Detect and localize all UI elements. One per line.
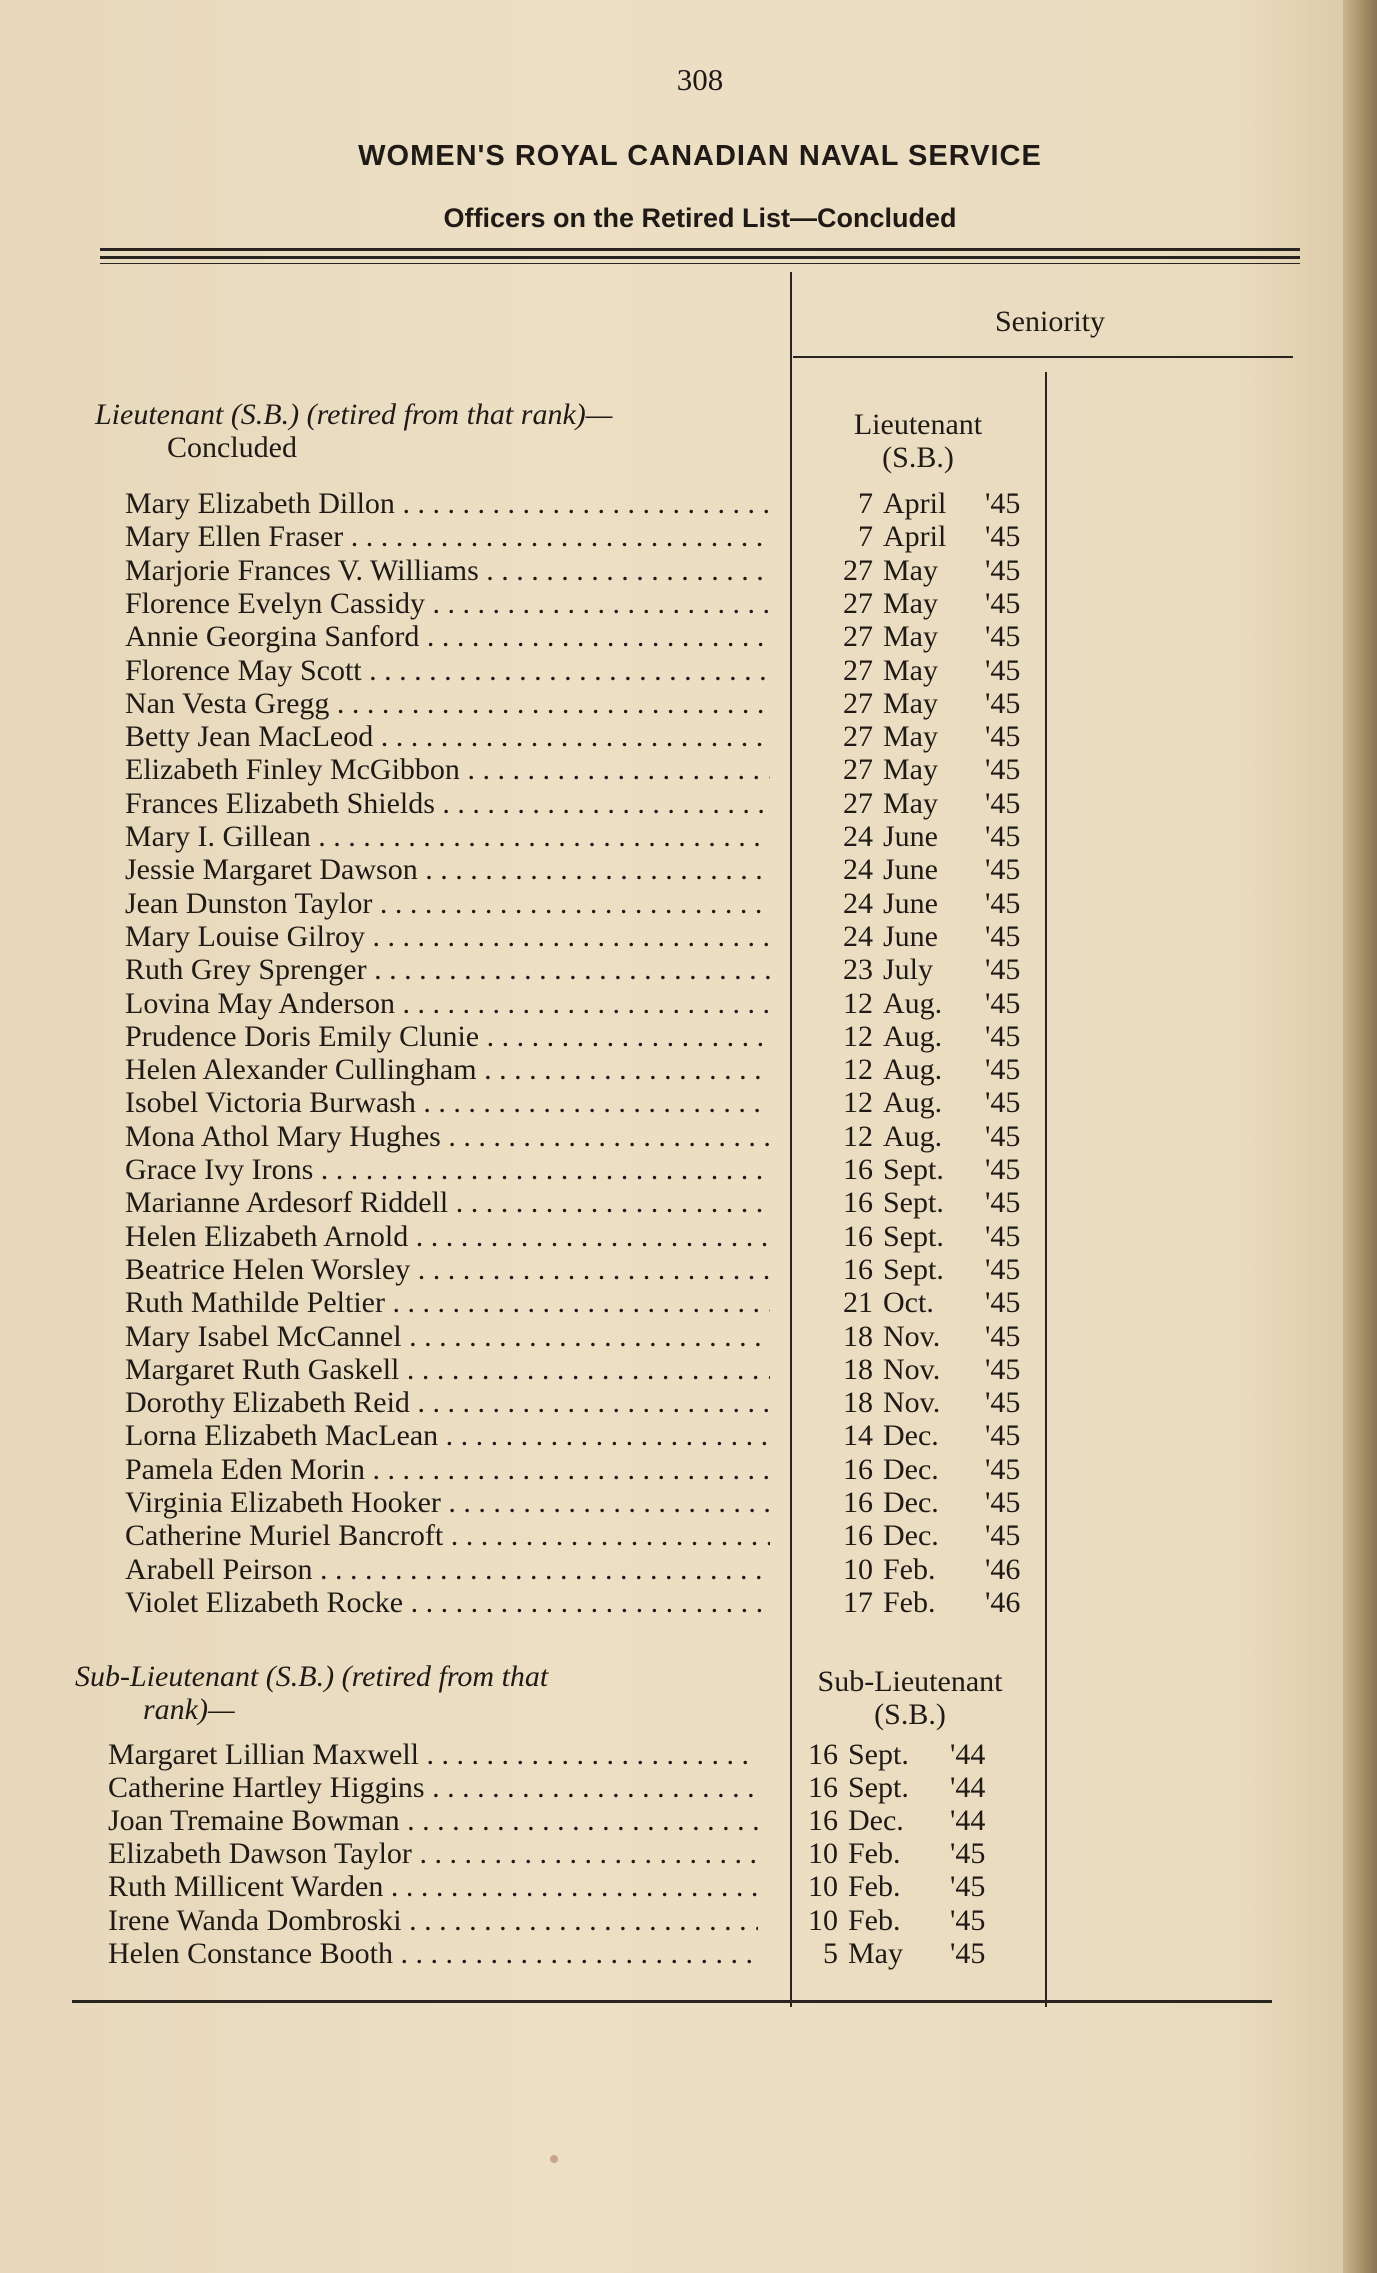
seniority-day: 18 <box>843 1352 873 1386</box>
seniority-year: '45 <box>985 1386 1021 1420</box>
seniority-month: Feb. <box>883 1552 936 1586</box>
seniority-year: '45 <box>985 1519 1021 1553</box>
seniority-year: '45 <box>985 886 1021 920</box>
page-title: WOMEN'S ROYAL CANADIAN NAVAL SERVICE <box>358 140 1042 172</box>
seniority-year: '45 <box>985 853 1021 887</box>
seniority-month: Dec. <box>883 1419 939 1453</box>
officer-name: Prudence Doris Emily Clunie . . . <box>125 1020 770 1053</box>
list-item <box>108 1904 998 1937</box>
seniority-year: '45 <box>985 1452 1021 1486</box>
seniority-month: Nov. <box>883 1386 941 1420</box>
list-item <box>125 487 1033 520</box>
seniority-day: 12 <box>843 1086 873 1120</box>
seniority-month: Dec. <box>848 1804 904 1838</box>
footer-rule <box>72 2000 1272 2003</box>
seniority-month: Sept. <box>883 1153 944 1186</box>
section-label-sub-lieutenant <box>75 1660 765 1726</box>
seniority-month: April <box>883 487 947 520</box>
seniority-year: '44 <box>950 1738 986 1771</box>
header-rule <box>100 256 1300 259</box>
list-item <box>125 554 1033 587</box>
officer-name: Nan Vesta Gregg . . . <box>125 687 770 720</box>
seniority-year: '45 <box>985 820 1021 853</box>
list-item <box>125 920 1033 953</box>
officer-name: Helen Alexander Cullingham . . . <box>125 1053 770 1086</box>
officer-name: Elizabeth Finley McGibbon . . . <box>125 753 770 786</box>
officer-name: Lorna Elizabeth MacLean . . . <box>125 1419 770 1452</box>
seniority-month: Dec. <box>883 1486 939 1519</box>
seniority-year: '46 <box>985 1585 1021 1619</box>
list-item <box>125 1153 1033 1186</box>
seniority-month: Sept. <box>848 1771 909 1805</box>
seniority-year: '45 <box>985 1019 1021 1053</box>
seniority-month: June <box>883 919 938 953</box>
officer-name: Mary Ellen Fraser . . . <box>125 520 770 553</box>
seniority-header-rule <box>793 356 1293 358</box>
list-item <box>125 1020 1033 1053</box>
list-item <box>125 1386 1033 1419</box>
seniority-day: 16 <box>808 1771 838 1805</box>
seniority-month: Oct. <box>883 1286 934 1320</box>
seniority-day: 27 <box>843 753 873 787</box>
seniority-year: '45 <box>985 919 1021 953</box>
seniority-year: '45 <box>985 720 1021 754</box>
officer-name: Mary Elizabeth Dillon . . . <box>125 487 770 520</box>
seniority-month: Aug. <box>883 1019 943 1053</box>
seniority-day: 16 <box>808 1804 838 1838</box>
seniority-year: '45 <box>985 1053 1021 1087</box>
seniority-day: 27 <box>843 720 873 754</box>
list-item <box>108 1937 998 1970</box>
seniority-year: '45 <box>950 1870 986 1904</box>
officer-name: Florence Evelyn Cassidy . . . <box>125 587 770 620</box>
officer-name: Mary Louise Gilroy . . . <box>125 920 770 953</box>
seniority-month: May <box>883 720 938 754</box>
officer-name: Frances Elizabeth Shields . . . <box>125 787 770 820</box>
seniority-year: '45 <box>985 686 1021 720</box>
seniority-day: 10 <box>808 1870 838 1904</box>
officer-name: Ruth Millicent Warden . . . <box>108 1870 758 1903</box>
seniority-month: Aug. <box>883 986 943 1020</box>
seniority-month: Feb. <box>848 1837 901 1871</box>
seniority-day: 17 <box>843 1585 873 1619</box>
list-item <box>125 1286 1033 1319</box>
seniority-day: 27 <box>843 786 873 820</box>
seniority-day: 16 <box>843 1452 873 1486</box>
officer-name: Annie Georgina Sanford . . . <box>125 620 770 653</box>
rank-heading-line: Lieutenant <box>853 408 983 441</box>
list-item <box>125 853 1033 886</box>
seniority-year: '45 <box>985 1486 1021 1519</box>
seniority-year: '45 <box>985 520 1021 554</box>
seniority-year: '45 <box>950 1903 986 1937</box>
officer-name: Isobel Victoria Burwash . . . <box>125 1086 770 1119</box>
seniority-day: 10 <box>808 1903 838 1937</box>
seniority-month: May <box>883 786 938 820</box>
seniority-month: April <box>883 520 947 554</box>
seniority-month: Aug. <box>883 1086 943 1120</box>
seniority-year: '45 <box>985 1119 1021 1153</box>
officer-name: Helen Constance Booth . . . <box>108 1937 758 1970</box>
section-label-italic: Lieutenant (S.B.) (retired from that rank)— <box>95 398 613 431</box>
seniority-day: 27 <box>843 586 873 620</box>
seniority-year: '45 <box>985 786 1021 820</box>
list-item <box>125 953 1033 986</box>
seniority-month: Feb. <box>848 1870 901 1904</box>
officer-name: Arabell Peirson . . . <box>125 1553 770 1586</box>
seniority-day: 12 <box>843 986 873 1020</box>
seniority-month: June <box>883 886 938 920</box>
list-item <box>125 787 1033 820</box>
section-label-italic: rank)— <box>143 1693 235 1726</box>
seniority-month: Dec. <box>883 1519 939 1553</box>
list-item <box>108 1771 998 1804</box>
seniority-day: 24 <box>843 820 873 853</box>
seniority-day: 27 <box>843 686 873 720</box>
list-item <box>108 1870 998 1903</box>
seniority-day: 18 <box>843 1319 873 1353</box>
list-item <box>125 820 1033 853</box>
seniority-year: '45 <box>985 1153 1021 1186</box>
officer-name: Helen Elizabeth Arnold . . . <box>125 1220 770 1253</box>
officer-name: Joan Tremaine Bowman . . . <box>108 1804 758 1837</box>
seniority-month: June <box>883 820 938 853</box>
seniority-day: 14 <box>843 1419 873 1453</box>
list-item <box>125 887 1033 920</box>
seniority-year: '45 <box>985 1319 1021 1353</box>
list-item <box>108 1738 998 1771</box>
seniority-month: Sept. <box>883 1252 944 1286</box>
seniority-month: Sept. <box>883 1219 944 1253</box>
seniority-year: '45 <box>985 553 1021 587</box>
seniority-column-header: Seniority <box>995 305 1105 338</box>
seniority-day: 12 <box>843 1019 873 1053</box>
seniority-month: May <box>883 653 938 687</box>
seniority-year: '45 <box>985 1219 1021 1253</box>
seniority-day: 27 <box>843 553 873 587</box>
seniority-day: 16 <box>843 1153 873 1186</box>
header-rule <box>100 248 1300 251</box>
rank-heading-sub-lieutenant <box>775 1665 1045 1731</box>
seniority-month: Nov. <box>883 1319 941 1353</box>
officer-name: Marjorie Frances V. Williams . . . <box>125 554 770 587</box>
list-item <box>125 687 1033 720</box>
officer-name: Catherine Muriel Bancroft . . . <box>125 1519 770 1552</box>
seniority-day: 16 <box>808 1738 838 1771</box>
seniority-month: May <box>848 1936 903 1970</box>
list-item <box>125 1519 1033 1552</box>
seniority-month: May <box>883 553 938 587</box>
seniority-day: 16 <box>843 1219 873 1253</box>
page-subtitle: Officers on the Retired List—Concluded <box>443 203 957 233</box>
seniority-year: '45 <box>985 1352 1021 1386</box>
officer-name: Beatrice Helen Worsley . . . <box>125 1253 770 1286</box>
seniority-day: 18 <box>843 1386 873 1420</box>
rank-heading-line: (S.B.) <box>874 1698 946 1731</box>
seniority-year: '45 <box>950 1936 986 1970</box>
seniority-day: 24 <box>843 886 873 920</box>
section-label-italic: Sub-Lieutenant (S.B.) (retired from that <box>75 1660 549 1693</box>
seniority-day: 23 <box>843 953 873 987</box>
list-item <box>108 1804 998 1837</box>
officer-name: Lovina May Anderson . . . <box>125 987 770 1020</box>
seniority-month: Aug. <box>883 1119 943 1153</box>
seniority-year: '45 <box>985 1086 1021 1120</box>
seniority-month: Dec. <box>883 1452 939 1486</box>
column-divider <box>1045 372 1047 2007</box>
paper-smudge <box>550 2155 558 2163</box>
list-item <box>125 1086 1033 1119</box>
seniority-month: Nov. <box>883 1352 941 1386</box>
seniority-day: 16 <box>843 1486 873 1519</box>
seniority-year: '45 <box>985 986 1021 1020</box>
list-item <box>125 1553 1033 1586</box>
seniority-month: Aug. <box>883 1053 943 1087</box>
seniority-year: '45 <box>985 620 1021 654</box>
seniority-year: '45 <box>950 1837 986 1871</box>
list-item <box>125 1220 1033 1253</box>
officer-name: Catherine Hartley Higgins . . . <box>108 1771 758 1804</box>
list-item <box>125 587 1033 620</box>
seniority-year: '44 <box>950 1804 986 1838</box>
seniority-day: 27 <box>843 653 873 687</box>
list-item <box>125 720 1033 753</box>
list-item <box>125 1486 1033 1519</box>
seniority-year: '45 <box>985 953 1021 987</box>
officer-name: Ruth Grey Sprenger . . . <box>125 953 770 986</box>
seniority-month: July <box>883 953 934 987</box>
list-item <box>125 987 1033 1020</box>
officer-name: Marianne Ardesorf Riddell . . . <box>125 1186 770 1219</box>
seniority-day: 7 <box>858 520 873 554</box>
seniority-year: '46 <box>985 1552 1021 1586</box>
seniority-day: 21 <box>843 1286 873 1320</box>
rank-heading-line: (S.B.) <box>882 441 954 474</box>
rank-heading-lieutenant <box>793 408 1043 474</box>
list-item <box>125 1453 1033 1486</box>
officer-name: Elizabeth Dawson Taylor . . . <box>108 1837 758 1870</box>
officer-name: Mary Isabel McCannel . . . <box>125 1320 770 1353</box>
list-item <box>125 1120 1033 1153</box>
list-item <box>125 1419 1033 1452</box>
list-item <box>125 520 1033 553</box>
officer-name: Mona Athol Mary Hughes . . . <box>125 1120 770 1153</box>
officer-name: Betty Jean MacLeod . . . <box>125 720 770 753</box>
seniority-year: '45 <box>985 653 1021 687</box>
seniority-month: May <box>883 686 938 720</box>
officer-name: Jessie Margaret Dawson . . . <box>125 853 770 886</box>
officer-name: Margaret Ruth Gaskell . . . <box>125 1353 770 1386</box>
seniority-day: 10 <box>808 1837 838 1871</box>
officer-name: Ruth Mathilde Peltier . . . <box>125 1286 770 1319</box>
list-item <box>125 753 1033 786</box>
seniority-month: Feb. <box>883 1585 936 1619</box>
rank-heading-line: Sub-Lieutenant <box>817 1665 1003 1698</box>
officer-name: Margaret Lillian Maxwell . . . <box>108 1738 758 1771</box>
seniority-day: 24 <box>843 853 873 887</box>
seniority-day: 12 <box>843 1053 873 1087</box>
list-item <box>125 1186 1033 1219</box>
seniority-year: '45 <box>985 753 1021 787</box>
officer-name: Jean Dunston Taylor . . . <box>125 887 770 920</box>
seniority-year: '45 <box>985 1252 1021 1286</box>
list-item <box>125 620 1033 653</box>
seniority-month: Sept. <box>883 1186 944 1220</box>
list-item <box>125 1353 1033 1386</box>
list-item <box>125 654 1033 687</box>
seniority-month: Sept. <box>848 1738 909 1771</box>
seniority-day: 10 <box>843 1552 873 1586</box>
officer-name: Florence May Scott . . . <box>125 654 770 687</box>
seniority-month: May <box>883 586 938 620</box>
seniority-month: June <box>883 853 938 887</box>
seniority-day: 16 <box>843 1252 873 1286</box>
seniority-month: Feb. <box>848 1903 901 1937</box>
seniority-year: '45 <box>985 487 1021 520</box>
list-item <box>125 1053 1033 1086</box>
seniority-year: '44 <box>950 1771 986 1805</box>
seniority-day: 16 <box>843 1186 873 1220</box>
seniority-day: 16 <box>843 1519 873 1553</box>
officer-name: Mary I. Gillean . . . <box>125 820 770 853</box>
section-label-lieutenant <box>95 398 785 464</box>
header-rule <box>100 263 1300 264</box>
officer-name: Irene Wanda Dombroski . . . <box>108 1904 758 1937</box>
officer-name: Violet Elizabeth Rocke . . . <box>125 1586 770 1619</box>
list-item <box>125 1586 1033 1619</box>
seniority-day: 24 <box>843 919 873 953</box>
seniority-day: 5 <box>823 1936 838 1970</box>
list-item <box>125 1320 1033 1353</box>
seniority-month: May <box>883 753 938 787</box>
seniority-year: '45 <box>985 586 1021 620</box>
list-item <box>125 1253 1033 1286</box>
officer-name: Virginia Elizabeth Hooker . . . <box>125 1486 770 1519</box>
book-spine <box>1343 0 1377 2273</box>
seniority-year: '45 <box>985 1286 1021 1320</box>
seniority-day: 27 <box>843 620 873 654</box>
seniority-year: '45 <box>985 1186 1021 1220</box>
page-number: 308 <box>676 62 724 97</box>
list-item <box>108 1837 998 1870</box>
officer-name: Pamela Eden Morin . . . <box>125 1453 770 1486</box>
seniority-day: 12 <box>843 1119 873 1153</box>
seniority-year: '45 <box>985 1419 1021 1453</box>
officer-name: Dorothy Elizabeth Reid . . . <box>125 1386 770 1419</box>
seniority-month: May <box>883 620 938 654</box>
section-label-plain: Concluded <box>167 431 297 464</box>
officer-name: Grace Ivy Irons . . . <box>125 1153 770 1186</box>
seniority-day: 7 <box>858 487 873 520</box>
